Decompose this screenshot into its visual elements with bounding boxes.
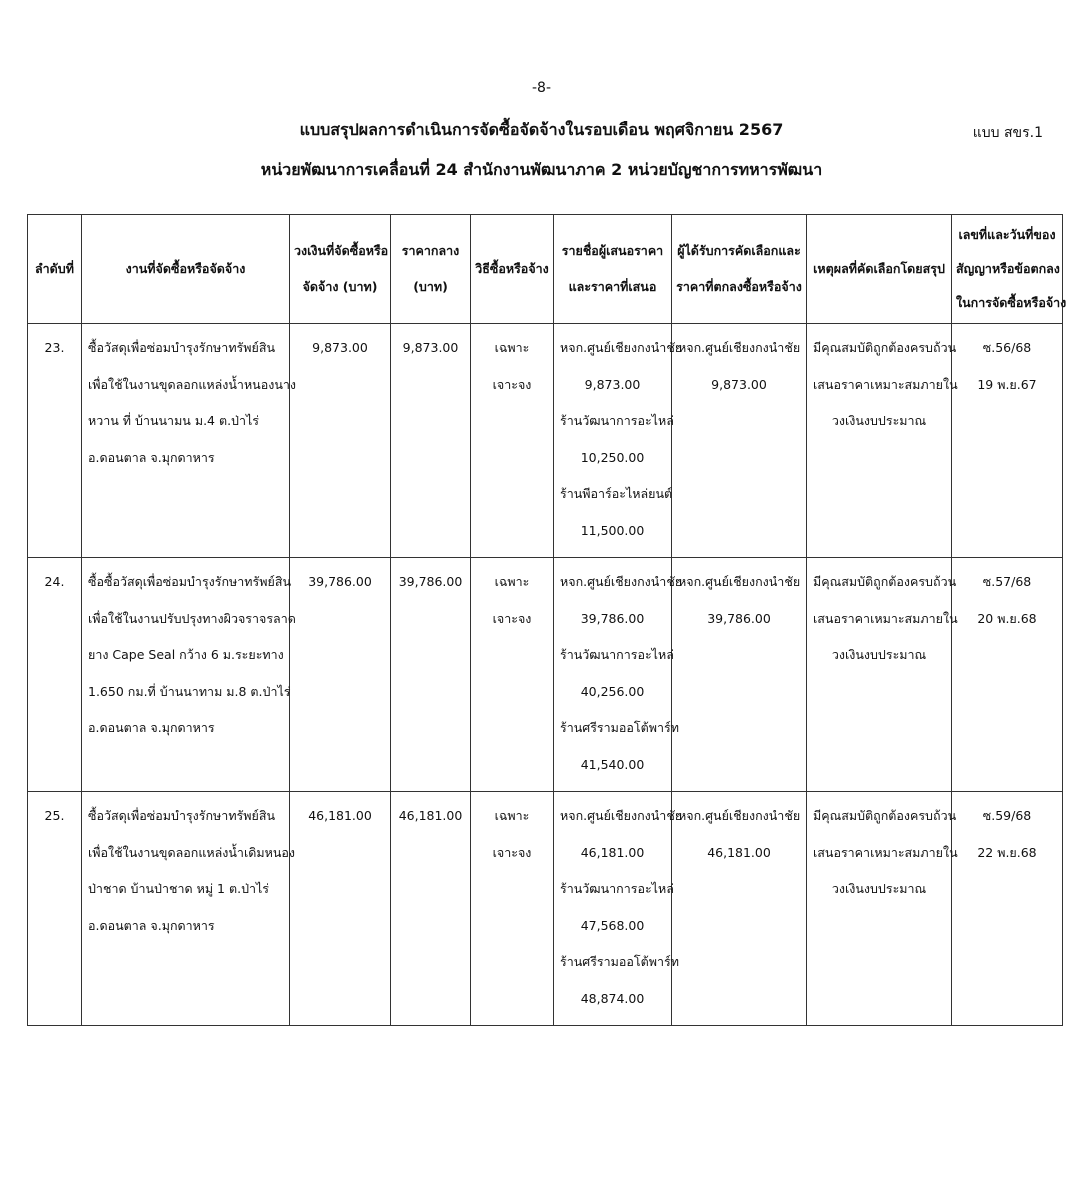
row-contract: ซ.59/68 22 พ.ย.68 [952, 792, 1063, 1026]
row-bidders: หจก.ศูนย์เชียงกงนำชัย 46,181.00 ร้านวัฒนาการอะไหล่ 47,568.00 ร้านศรีรามออโต้พาร์ท 48,874.00 [554, 792, 672, 1026]
table-row [28, 324, 1063, 558]
row-work: ซื้อวัสดุเพื่อซ่อมบำรุงรักษาทรัพย์สิน เพื่อใช้ในงานขุดลอกแหล่งน้ำหนองนาง หวาน ที่ บ้านนามน ม.4 ต.ป่าไร่ อ.ดอนตาล จ.มุกดาหาร [82, 324, 290, 558]
header-median-price: ราคากลาง (บาท) [391, 215, 471, 324]
row-budget: 39,786.00 [290, 558, 391, 792]
table-header-row [28, 215, 1063, 324]
row-selected: หจก.ศูนย์เชียงกงนำชัย 9,873.00 [672, 324, 807, 558]
row-budget: 9,873.00 [290, 324, 391, 558]
row-method: เฉพาะเจาะจง [471, 792, 554, 1026]
header-no: ลำดับที่ [28, 215, 82, 324]
row-median-price: 9,873.00 [391, 324, 471, 558]
page-number: -8- [531, 80, 551, 96]
row-median-price: 39,786.00 [391, 558, 471, 792]
table-row [28, 558, 1063, 792]
row-bidders: หจก.ศูนย์เชียงกงนำชัย 9,873.00 ร้านวัฒนาการอะไหล่ 10,250.00 ร้านพีอาร์อะไหล่ยนต์ 11,500.00 [554, 324, 672, 558]
document-title: แบบสรุปผลการดำเนินการจัดซื้อจัดจ้างในรอบเดือน พฤศจิกายน 2567 [299, 120, 784, 139]
row-method: เฉพาะเจาะจง [471, 558, 554, 792]
row-reason: มีคุณสมบัติถูกต้องครบถ้วน เสนอราคาเหมาะสมภายใน วงเงินงบประมาณ [807, 792, 952, 1026]
procurement-table [27, 214, 1067, 1026]
row-selected: หจก.ศูนย์เชียงกงนำชัย 39,786.00 [672, 558, 807, 792]
row-selected: หจก.ศูนย์เชียงกงนำชัย 46,181.00 [672, 792, 807, 1026]
row-method: เฉพาะเจาะจง [471, 324, 554, 558]
document-subtitle: หน่วยพัฒนาการเคลื่อนที่ 24 สำนักงานพัฒนาภาค 2 หน่วยบัญชาการทหารพัฒนา [260, 160, 823, 179]
header-contract: เลขที่และวันที่ของ สัญญาหรือข้อตกลง ในการจัดซื้อหรือจ้าง [952, 215, 1063, 324]
row-reason: มีคุณสมบัติถูกต้องครบถ้วน เสนอราคาเหมาะสมภายใน วงเงินงบประมาณ [807, 324, 952, 558]
header-work: งานที่จัดซื้อหรือจัดจ้าง [82, 215, 290, 324]
header-selected: ผู้ได้รับการคัดเลือกและ ราคาที่ตกลงซื้อหรือจ้าง [672, 215, 807, 324]
header-bidders: รายชื่อผู้เสนอราคา และราคาที่เสนอ [554, 215, 672, 324]
header-reason: เหตุผลที่คัดเลือกโดยสรุป [807, 215, 952, 324]
header-method: วิธีซื้อหรือจ้าง [471, 215, 554, 324]
row-contract: ซ.57/68 20 พ.ย.68 [952, 558, 1063, 792]
row-no: 24. [28, 558, 82, 792]
row-budget: 46,181.00 [290, 792, 391, 1026]
row-reason: มีคุณสมบัติถูกต้องครบถ้วน เสนอราคาเหมาะสมภายใน วงเงินงบประมาณ [807, 558, 952, 792]
form-code: แบบ สขร.1 [972, 125, 1043, 141]
row-contract: ซ.56/68 19 พ.ย.67 [952, 324, 1063, 558]
header-budget: วงเงินที่จัดซื้อหรือ จัดจ้าง (บาท) [290, 215, 391, 324]
table-row [28, 792, 1063, 1026]
row-median-price: 46,181.00 [391, 792, 471, 1026]
row-bidders: หจก.ศูนย์เชียงกงนำชัย 39,786.00 ร้านวัฒนาการอะไหล่ 40,256.00 ร้านศรีรามออโต้พาร์ท 41,540.00 [554, 558, 672, 792]
row-work: ซื้อซื้อวัสดุเพื่อซ่อมบำรุงรักษาทรัพย์สิน เพื่อใช้ในงานปรับปรุงทางผิวจราจรลาด ยาง Cape Seal กว้าง 6 ม.ระยะทาง 1.650 กม.ที่ บ้านนาทาม ม.8 ต.ป่าไร่ อ.ดอนตาล จ.มุกดาหาร [82, 558, 290, 792]
row-no: 23. [28, 324, 82, 558]
row-work: ซื้อวัสดุเพื่อซ่อมบำรุงรักษาทรัพย์สิน เพื่อใช้ในงานขุดลอกแหล่งน้ำเดิมหนอง ป่าชาด บ้านป่าชาด หมู่ 1 ต.ป่าไร่ อ.ดอนตาล จ.มุกดาหาร [82, 792, 290, 1026]
row-no: 25. [28, 792, 82, 1026]
